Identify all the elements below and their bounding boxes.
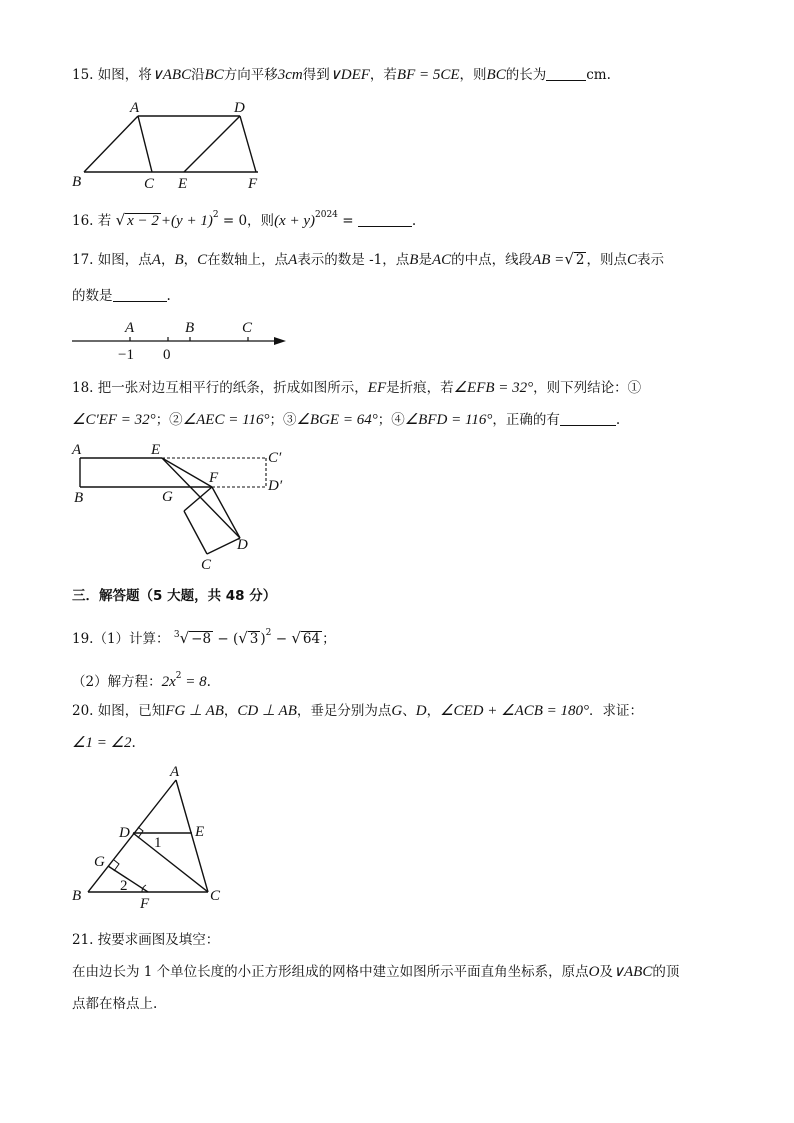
tick-zero: 0 [163,347,171,363]
label-C: C [144,176,155,192]
point-C: C [242,320,253,336]
q16-stem: 16. 若 √ $x - 2 +(y + 1)^2 = 0$，则$(x + y)^{2024}$ = . [72,210,417,229]
answer-blank[interactable] [113,289,167,302]
cube-root-symbol: √ [179,629,190,647]
q15-figure [60,96,280,192]
q20-goal: ∠1 = ∠2. [72,735,136,751]
q15-stem: 15. 如图，将∨ABC沿BC方向平移3cm得到∨DEF，若BF = 5CE，则BC的长为 cm. [72,67,611,83]
label-F: F [140,896,150,912]
label-E: E [195,824,205,840]
answer-blank[interactable] [560,413,616,426]
q21-text-line1: 在由边长为 1 个单位长度的小正方形组成的网格中建立如图所示平面直角坐标系，原点O及∨ABC的顶 [72,964,680,980]
label-A: A [72,442,82,458]
label-A: A [130,100,140,116]
label-G: G [94,854,105,870]
triangle-figure [64,764,244,914]
label-D: D [234,100,245,116]
angle-2-label: 2 [120,878,128,894]
q21-text-line2: 点都在格点上. [72,996,158,1012]
label-E: E [178,176,188,192]
number-line-figure [66,314,296,364]
section-heading: 三．解答题（5 大题，共 48 分） [72,588,277,604]
tick-minus-one: −1 [118,347,134,363]
sqrt-symbol: √ [564,250,574,268]
point-B: B [185,320,195,336]
point-A: A [125,320,135,336]
label-G: G [162,489,173,505]
sqrt-symbol: √ [238,629,248,647]
q21-stem: 21. 按要求画图及填空： [72,932,220,948]
label-C-prime: C′ [268,450,282,466]
q18-stem-line2: ∠C′EF = 32°；②∠AEC = 116°；③∠BGE = 64°；④∠BFD = 116°，正确的有 . [72,412,621,428]
answer-blank[interactable] [546,68,586,81]
sqrt-symbol: √ [291,629,301,647]
sqrt-symbol: √ [115,211,126,229]
label-F: F [248,176,258,192]
label-D: D [119,825,130,841]
label-B: B [74,490,84,506]
answer-blank[interactable] [358,214,412,227]
label-D-prime: D′ [268,478,283,494]
label-B: B [72,888,82,904]
q20-stem: 20. 如图，已知FG ⊥ AB，CD ⊥ AB，垂足分别为点G、D，∠CED + ∠ACB = 180°．求证： [72,703,644,719]
q17-stem: 17. 如图，点A，B，C在数轴上，点A表示的数是 -1，点B是AC的中点，线段AB =√ 2 ，则点C表示 [72,250,664,268]
label-D: D [237,537,248,553]
q17-stem-line2: 的数是 . [72,288,171,304]
q19-part1: 19.（1）计算： $^3$√ −8 − (√ 3 )$^2$ − √ 64 ； [72,628,336,647]
folded-strip-figure [64,438,294,574]
label-C: C [201,557,212,573]
label-C: C [210,888,221,904]
label-E: E [151,442,161,458]
label-B: B [72,174,82,190]
q19-part2: （2）解方程：$2x^2 = 8$. [72,671,211,690]
label-F: F [209,470,219,486]
label-A: A [170,764,180,780]
angle-1-label: 1 [154,835,162,851]
q18-stem: 18. 把一张对边互相平行的纸条，折成如图所示，EF是折痕，若∠EFB = 32°，则下列结论：① [72,380,642,396]
